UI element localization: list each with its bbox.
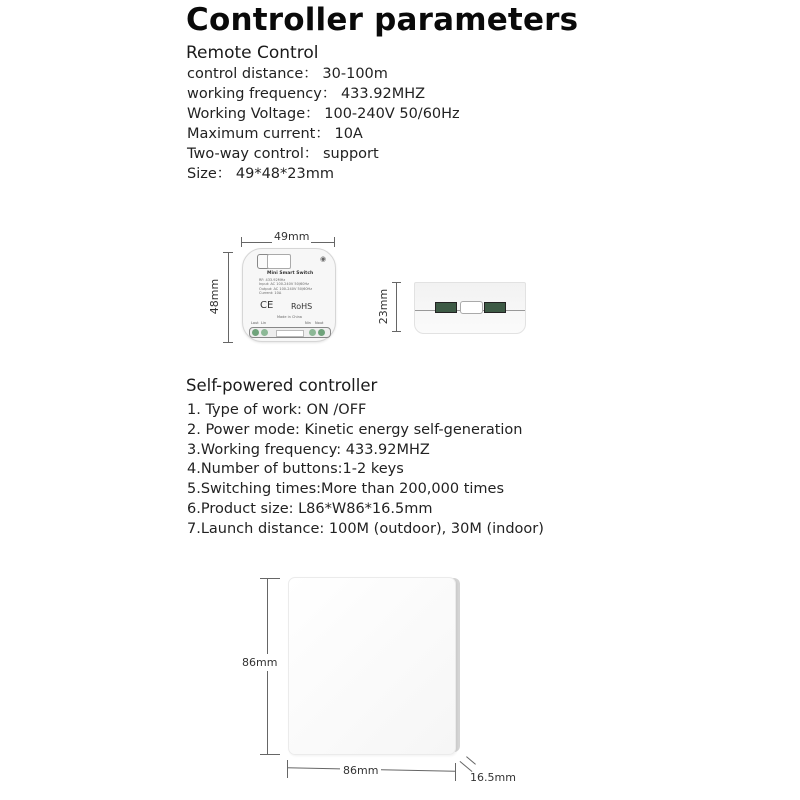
depth-label: 23mm xyxy=(377,288,391,325)
terminal-right xyxy=(484,302,506,313)
wall-switch-diagram xyxy=(230,570,530,790)
terminal-block xyxy=(249,327,331,338)
height-dimension-line xyxy=(228,252,229,343)
switch-width-label: 86mm xyxy=(340,764,381,777)
width-label: 49mm xyxy=(274,230,310,243)
mini-switch-side xyxy=(414,282,526,334)
made-in-label: Made in China xyxy=(277,315,302,319)
remote-control-heading: Remote Control xyxy=(186,43,319,63)
remote-front-diagram xyxy=(205,228,345,343)
spec-item: 2. Power mode: Kinetic energy self-generation xyxy=(187,421,523,438)
mini-switch-body: ◉ Mini Smart Switch RF: 433.92MHz Input: AC 100-240V 50/60Hz Output: AC 100-240V 50/60Hz Current: 10A CE RoHS Made in China Lout Lin Nin Nout xyxy=(242,248,336,342)
button-window-2 xyxy=(267,254,291,269)
switch-depth-label: 16.5mm xyxy=(470,771,516,784)
spec-item: control distance： 30-100m xyxy=(187,66,388,82)
spec-item: 5.Switching times:More than 200,000 times xyxy=(187,481,505,498)
spec-item: 1. Type of work: ON /OFF xyxy=(187,402,367,418)
terminal-left xyxy=(435,302,457,313)
page-title: Controller parameters xyxy=(186,2,579,38)
wifi-icon: ◉ xyxy=(320,255,327,263)
spec-item: 6.Product size: L86*W86*16.5mm xyxy=(187,500,433,517)
spec-item: 4.Number of buttons:1-2 keys xyxy=(187,461,404,478)
depth-dimension-line xyxy=(396,282,397,332)
remote-control-spec-list xyxy=(187,64,460,184)
terminal-center xyxy=(460,301,483,314)
device-label: Mini Smart Switch xyxy=(267,271,314,276)
spec-item: 3.Working frequency: 433.92MHZ xyxy=(187,441,430,458)
spec-item: Maximum current： 10A xyxy=(187,126,363,142)
height-label: 48mm xyxy=(208,278,222,315)
device-spec-lines: RF: 433.92MHz Input: AC 100-240V 50/60Hz Output: AC 100-240V 50/60Hz Current: 10A xyxy=(259,278,313,296)
remote-side-diagram xyxy=(378,278,528,336)
spec-item: Two-way control： support xyxy=(187,146,379,162)
ce-mark: CE xyxy=(260,300,274,311)
switch-panel xyxy=(288,577,456,755)
spec-item: Working Voltage： 100-240V 50/60Hz xyxy=(187,106,460,122)
rohs-mark: RoHS xyxy=(291,302,313,311)
spec-item: working frequency： 433.92MHZ xyxy=(187,86,426,102)
self-powered-spec-list xyxy=(187,401,544,540)
switch-height-label: 86mm xyxy=(242,656,278,669)
spec-item: 7.Launch distance: 100M (outdoor), 30M (indoor) xyxy=(187,520,544,537)
spec-item: Size： 49*48*23mm xyxy=(187,166,334,182)
self-powered-heading: Self-powered controller xyxy=(186,376,378,395)
